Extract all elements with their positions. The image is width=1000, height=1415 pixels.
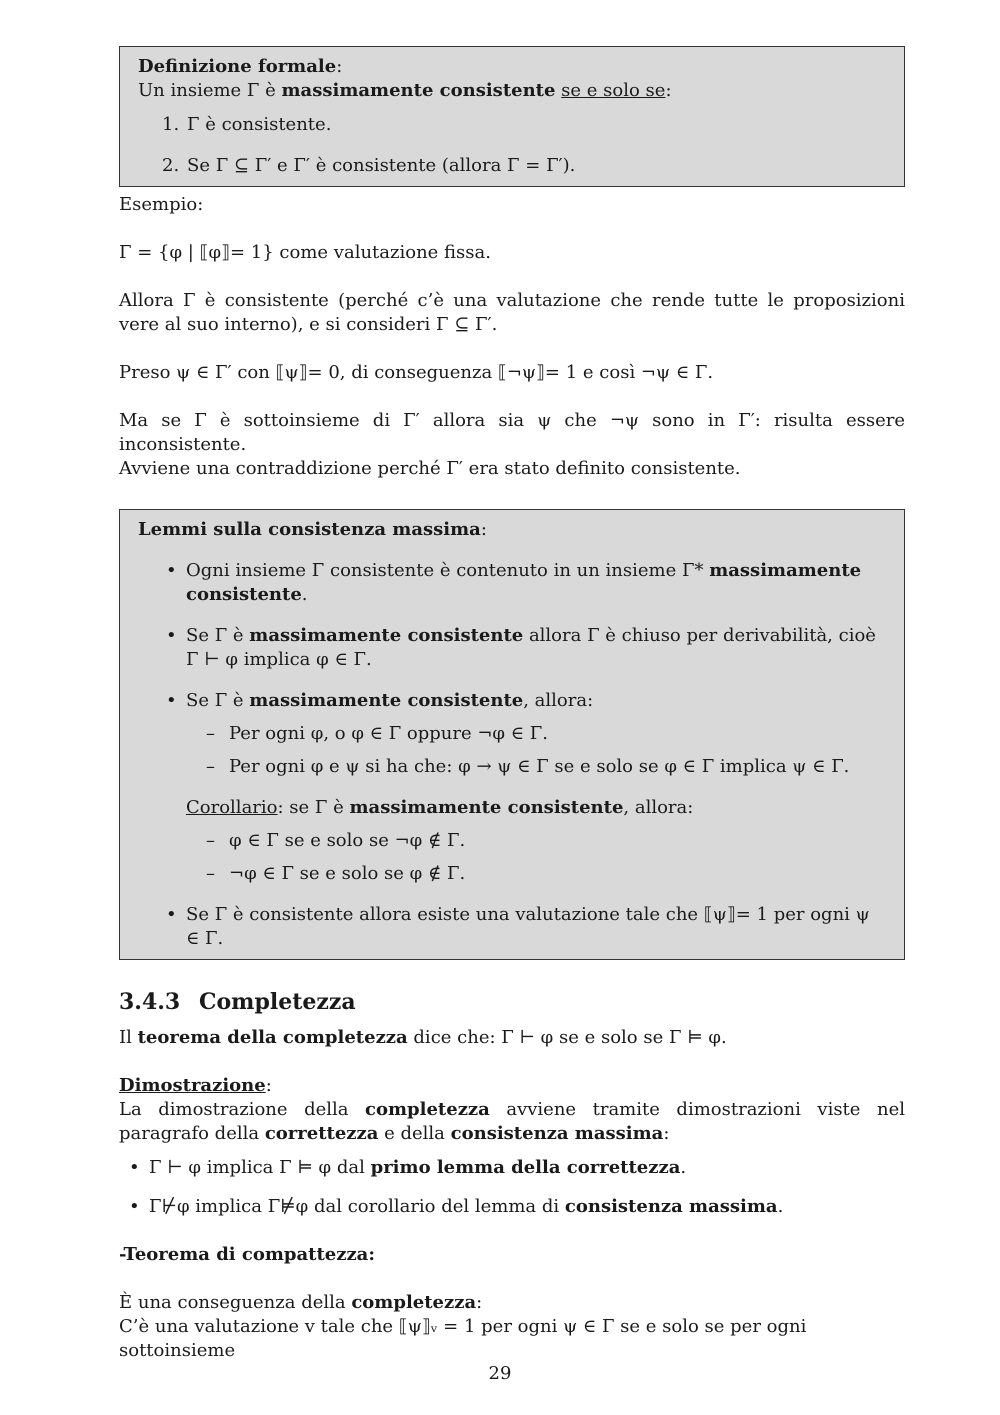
lemmas-heading: Lemmi sulla consistenza massima: [138,519,487,540]
lemma-4: • Se Γ è consistente allora esiste una valutazione tale che ⟦ψ⟧= 1 per ogni ψ ∈ Γ. [138,903,886,951]
example-p2: Allora Γ è consistente (perché c’è una valutazione che rende tutte le proposizioni vere al suo interno), e si consideri Γ ⊆ Γ′. [119,290,905,335]
page-content [119,46,905,1363]
compactness-title: -Teorema di compattezza: [119,1244,375,1265]
lemma-2: • Se Γ è massimamente consistente allora Γ è chiuso per derivabilità, cioè Γ ⊢ φ implica φ ∈ Γ. [138,624,886,672]
lemma-3-sublist [186,722,886,779]
corollary-item-2: – ¬φ ∈ Γ se e solo se φ ∉ Γ. [186,862,886,886]
lemma-3-item-1: – Per ogni φ, o φ ∈ Γ oppure ¬φ ∈ Γ. [186,722,886,746]
corollary: Corollario: se Γ è massimamente consistente, allora: [186,797,694,818]
example-p4: Ma se Γ è sottoinsieme di Γ′ allora sia ψ che ¬ψ sono in Γ′: risulta essere inconsistente. [119,410,905,455]
lemma-3-item-2: – Per ogni φ e ψ si ha che: φ → ψ ∈ Γ se e solo se φ ∈ Γ implica ψ ∈ Γ. [186,755,886,779]
lemmas-list [138,559,886,951]
compactness-p1: È una conseguenza della completezza: [119,1292,483,1313]
condition-2: 2. Se Γ ⊆ Γ′ e Γ′ è consistente (allora Γ = Γ′). [162,155,576,176]
condition-1: 1. Γ è consistente. [162,114,332,135]
corollary-sublist [186,829,886,886]
definition-conditions [162,113,886,178]
definition-intro: Un insieme Γ è massimamente consistente se e solo se: [138,80,672,101]
lemma-1: • Ogni insieme Γ consistente è contenuto in un insieme Γ* massimamente consistente. [138,559,886,607]
compactness-p2: C’è una valutazione v tale che ⟦ψ⟧ᵥ = 1 per ogni ψ ∈ Γ se e solo se per ogni sottoinsieme [119,1316,807,1361]
example-p3: Preso ψ ∈ Γ′ con ⟦ψ⟧= 0, di conseguenza ⟦¬ψ⟧= 1 e così ¬ψ ∈ Γ. [119,362,714,383]
proof-text: La dimostrazione della completezza avviene tramite dimostrazioni viste nel paragrafo della correttezza e della consistenza massima: [119,1099,905,1144]
example-p1: Γ = {φ | ⟦φ⟧= 1} come valutazione fissa. [119,242,491,263]
definition-box [119,46,905,187]
page-number: 29 [488,1363,512,1384]
example-label: Esempio: [119,194,204,215]
section-heading: 3.4.3 Completezza [119,989,356,1015]
proof-item-2: • Γ⊬φ implica Γ⊭φ dal corollario del lemma di consistenza massima. [119,1195,905,1219]
proof-label: Dimostrazione: [119,1075,272,1096]
proof-list [119,1156,905,1219]
proof-item-1: • Γ ⊢ φ implica Γ ⊨ φ dal primo lemma della correttezza. [119,1156,905,1180]
lemmas-box [119,509,905,960]
completeness-statement: Il teorema della completezza dice che: Γ ⊢ φ se e solo se Γ ⊨ φ. [119,1027,727,1048]
definition-heading: Definizione formale: [138,56,343,77]
lemma-3: • Se Γ è massimamente consistente, allora: – Per ogni φ, o φ ∈ Γ oppure ¬φ ∈ Γ. – Per ogni φ e ψ si ha che: φ → ψ ∈ Γ se e solo se φ ∈ Γ implica ψ ∈ Γ. Corollario: se Γ è massimamente consistente, allora: – φ ∈ Γ se e solo se ¬φ ∉ Γ. – ¬φ ∈ Γ se e solo se φ ∉ Γ. [138,689,886,886]
example-p5: Avviene una contraddizione perché Γ′ era stato definito consistente. [119,458,741,479]
corollary-item-1: – φ ∈ Γ se e solo se ¬φ ∉ Γ. [186,829,886,853]
